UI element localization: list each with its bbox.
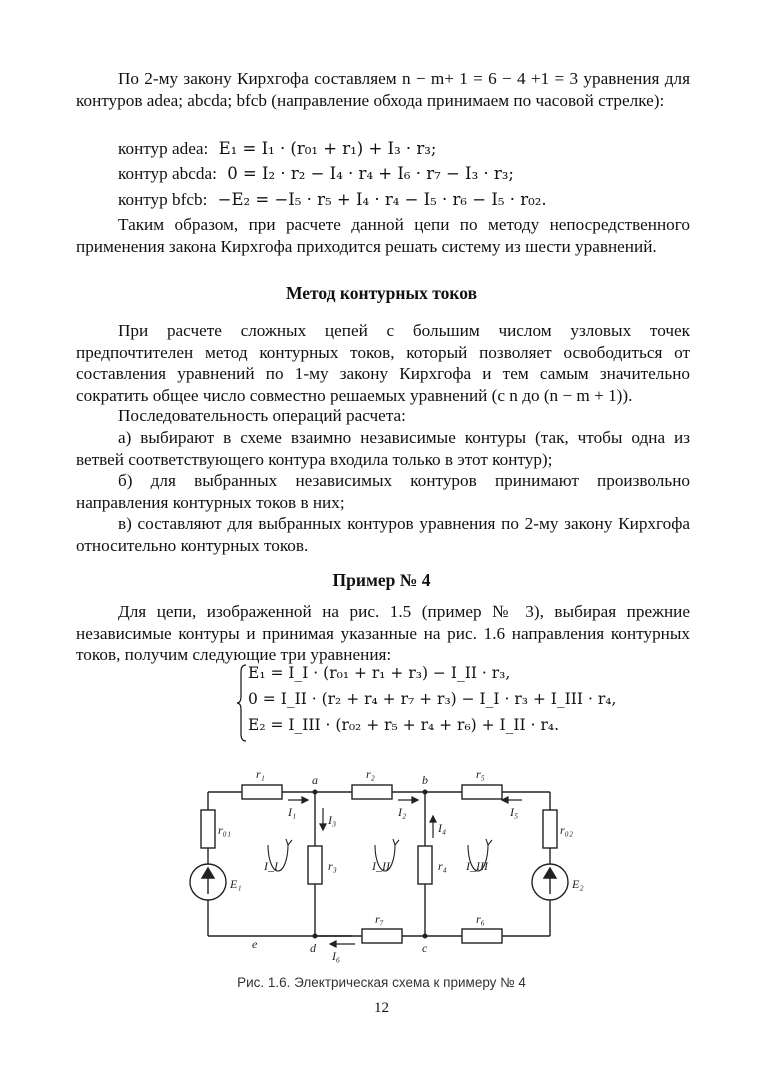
- resistor-r6: [462, 929, 502, 943]
- equation-body: −E₂ = −I₅ · r₅ + I₄ · r₄ − I₅ · r₆ − I₅ · r₀₂.: [217, 190, 547, 209]
- equation-body: 0 = I₂ · r₂ − I₄ · r₄ + I₆ · r₇ − I₃ · r₃;: [227, 164, 514, 183]
- label-loop-I: I_I: [264, 859, 278, 873]
- equation-label: контур adea:: [118, 139, 209, 158]
- system-equation-3: E₂ = I_III · (r₀₂ + r₅ + r₄ + r₆) + I_II · r₄.: [248, 716, 560, 734]
- paragraph-sequence: Последовательность операций расчета:: [118, 406, 406, 425]
- paragraph-kirchhoff-intro: По 2-му закону Кирхгофа составляем n − m+ 1 = 6 − 4 +1 = 3 уравнения для контуров adea; abcda; bfcb (направление обхода принимаем по часовой стрелке):: [76, 69, 690, 110]
- system-brace: [237, 664, 247, 742]
- resistor-r3: [308, 846, 322, 884]
- paragraph-conclusion: Таким образом, при расчете данной цепи по методу непосредственного применения закона Кирхгофа приходится решать систему из шести уравнений.: [76, 215, 690, 256]
- label-node-d: d: [310, 941, 316, 955]
- node-c: [423, 934, 428, 939]
- page-number: 12: [374, 1000, 389, 1016]
- system-equation-1: E₁ = I_I · (r₀₁ + r₁ + r₃) − I_II · r₃,: [248, 664, 511, 682]
- equation-adea: [118, 138, 437, 160]
- paragraph-step-c: в) составляют для выбранных контуров уравнения по 2-му закону Кирхгофа относительно контурных токов.: [76, 514, 690, 555]
- label-I3: I₃: [328, 813, 337, 827]
- resistor-r02: [543, 810, 557, 848]
- label-r2: r₂: [366, 767, 375, 781]
- label-I6: I₆: [332, 949, 341, 963]
- label-E2: E₂: [572, 877, 584, 891]
- node-a: [313, 790, 318, 795]
- label-node-e: e: [252, 937, 258, 951]
- figure-caption: Рис. 1.6. Электрическая схема к примеру № 4: [237, 975, 526, 990]
- paragraph-step-a: а) выбирают в схеме взаимно независимые контуры (так, чтобы одна из ветвей соответствующего контура входила только в этот контур);: [76, 428, 690, 469]
- equation-bfcb: [118, 189, 547, 211]
- system-equation-2: 0 = I_II · (r₂ + r₄ + r₇ + r₃) − I_I · r₃ + I_III · r₄,: [248, 690, 617, 708]
- label-node-c: c: [422, 941, 428, 955]
- label-I4: I₄: [438, 821, 447, 835]
- paragraph-example: Для цепи, изображенной на рис. 1.5 (пример № 3), выбирая прежние независимые контуры и принимая указанные на рис. 1.6 направления контурных токов, получим следующие три уравнения:: [76, 602, 690, 665]
- label-r1: r₁: [256, 767, 265, 781]
- section-heading: Метод контурных токов: [285, 283, 478, 303]
- paragraph-step-b: б) для выбранных независимых контуров принимают произвольно направления контурных токов в них;: [76, 471, 690, 512]
- label-r6: r₆: [476, 912, 485, 926]
- label-I2: I₂: [398, 805, 407, 819]
- paragraph-method: При расчете сложных цепей с большим числом узловых точек предпочтителен метод контурных токов, который позволяет освободиться от составления уравнений по 1-му закону Кирхгофа и тем самым значительно сократить общее число совместно решаемых уравнений (с n до (n − m + 1)).: [76, 321, 690, 405]
- label-I5: I₅: [510, 805, 519, 819]
- label-r3: r₃: [328, 859, 337, 873]
- resistor-r5: [462, 785, 502, 799]
- equation-label: контур abcda:: [118, 164, 217, 183]
- label-r01: r₀₁: [218, 823, 232, 837]
- resistor-r2: [352, 785, 392, 799]
- resistor-r4: [418, 846, 432, 884]
- label-r02: r₀₂: [560, 823, 574, 837]
- label-node-b: b: [422, 773, 428, 787]
- label-r7: r₇: [375, 912, 384, 926]
- resistor-r7: [362, 929, 402, 943]
- resistor-r01: [201, 810, 215, 848]
- node-b: [423, 790, 428, 795]
- circuit-diagram: [180, 760, 584, 970]
- label-r5: r₅: [476, 767, 485, 781]
- label-I1: I₁: [288, 805, 297, 819]
- equation-body: E₁ = I₁ · (r₀₁ + r₁) + I₃ · r₃;: [218, 139, 437, 158]
- label-loop-III: I_III: [466, 859, 488, 873]
- label-node-a: a: [312, 773, 318, 787]
- label-E1: E₁: [230, 877, 242, 891]
- equation-abcda: [118, 163, 514, 185]
- label-r4: r₄: [438, 859, 447, 873]
- node-d: [313, 934, 318, 939]
- resistor-r1: [242, 785, 282, 799]
- label-loop-II: I_II: [372, 859, 390, 873]
- example-heading: Пример № 4: [332, 570, 431, 590]
- equation-label: контур bfcb:: [118, 190, 208, 209]
